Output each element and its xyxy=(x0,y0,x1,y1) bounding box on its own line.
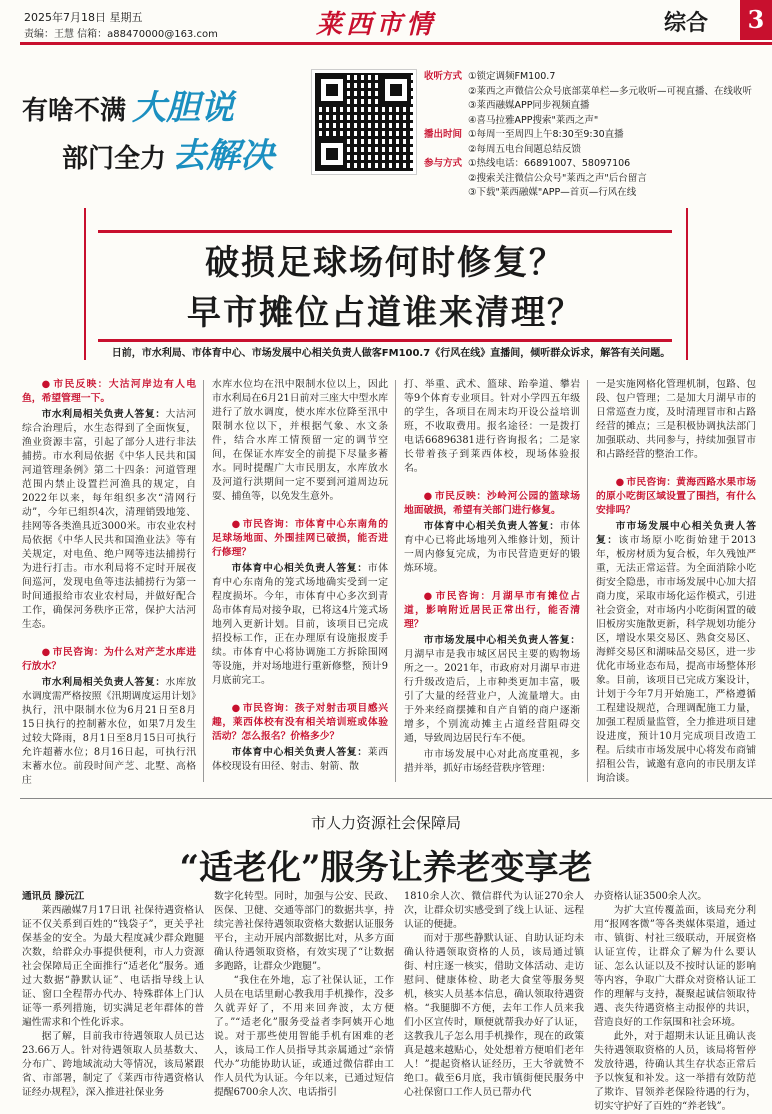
headline-frame-left xyxy=(84,208,86,360)
lead-paragraph: 日前，市水利局、市体育中心、市场发展中心相关负责人做客FM100.7《行风在线》直播间，倾听群众诉求，解答有关问题。 xyxy=(111,348,671,359)
story-paragraph: 而对于那些静默认证、自助认证均未确认待遇领取资格的人员，该局通过镇街、村庄逐一核实，借助文体活动、走访慰问、健康体检、助老大食堂等服务契机，核实人员基本信息，确认领取待遇资格。“我腿脚不方便，去年工作人员来我们小区宣传时，顺便就帮我办好了认证，这教我儿子怎么用手机操作，现在的政策真是越来越贴心，处处想着方便咱们老年人！”提起资格认证经历，王大爷就赞不绝口。截至6月底，我市镇街便民服务中心社保窗口工作人员已帮办代 xyxy=(404,933,584,1098)
section-divider xyxy=(20,798,772,799)
editor-info: 责编：王慧 信箱：a88470000@163.com xyxy=(24,29,218,40)
story-paragraph: 此外，对于超期未认证且确认丧失待遇领取资格的人员，该局将暂停发放待遇，待确认其生存状态正常后予以恢复和补发。这一举措有效防范了欺诈、冒领养老保险待遇的行为，切实守护好了百姓的“养老钱”。 xyxy=(594,1031,756,1112)
answer-text: 该市场原小吃街始建于2013年，板房材质为复合板，年久残蚀严重，无法正常运营。为全面消除小吃街安全隐患，市市场发展中心加大招商力度，采取市场化运作模式，引进社会资金，对市场内小吃街闲置的破旧板房实施散更新，科学规划功能分区，增设水果交易区、熟食交易区、海鲜交易区和湖味品交易区，进一步优化市场业态布局，提高市场整体形象。目前，该项目已完成方案设计，计划于今年7月开始施工，严格遵循工程建设规范，合理调配施工力量，加强工程质量监管，全力推进项目建设进度，预计10月完成项目改造工程。后续市市场发展中心将发布商铺招租公告，诚邀有意向的市民朋友详询洽谈。 xyxy=(596,535,756,784)
banner-line-1: 有啥不满 大胆说 xyxy=(22,88,235,128)
answer-speaker: 市水利局相关负责人答复： xyxy=(41,677,166,688)
story-paragraph: 据了解，目前我市待遇领取人员已达23.66万人。针对待遇领取人员基数大、分布广、跨地域流动大等情况，该局紧跟省、市部署，制定了《莱西市待遇资格认证经办规程》，深入推进社保业务 xyxy=(22,1031,204,1098)
contact-info-row xyxy=(424,114,598,128)
answer-speaker: 市市场发展中心相关负责人答复： xyxy=(423,635,580,646)
question: ● 市民反映：大沽河岸边有人电鱼，希望管理一下。 xyxy=(22,378,196,406)
answer-speaker: 市体育中心相关负责人答复： xyxy=(423,521,560,532)
contact-info-label: 参与方式 xyxy=(424,158,463,169)
question: ● 市民反映：沙岭河公园的篮球场地面破损，希望有关部门进行修复。 xyxy=(404,490,580,518)
contact-info-row xyxy=(424,157,630,171)
question: ● 市民咨询：黄海西路水果市场的原小吃街区域设置了围挡，有什么安排吗？ xyxy=(596,476,756,518)
answer-text: 市市场发展中心对此高度重视，多措并举，抓好市场经营秩序管理： xyxy=(404,749,580,774)
contact-info-text: ②每周五电台间题总结反馈 xyxy=(468,143,582,155)
contact-info-text: ③莱西融媒APP同步视频直播 xyxy=(468,100,590,111)
banner-emphasis-1: 大胆说 xyxy=(132,88,235,128)
contact-info-row xyxy=(424,172,647,186)
answer-text: 水库水位均在汛中限制水位以上，因此市水利局在6月21日前对三座大中型水库进行了放水调度，使水库水位降至汛中限制水位以下，并根据气象、水文条件，结合水库工情预留一定的调节空间，在保证水库安全的前提下尽量多蓄水。同时提醒广大市民朋友，水库放水及河道行洪期间一定不要到河道周边玩耍、捕鱼等，以免发生意外。 xyxy=(212,379,388,502)
headline-frame-right xyxy=(686,208,688,360)
header-rule xyxy=(20,42,772,45)
contact-info-text: ②搜索关注微信公众号"莱西之声"后台留言 xyxy=(468,172,647,184)
headline-box xyxy=(98,230,672,342)
contact-info-row xyxy=(424,99,589,113)
answer-text: 水库放水调度需严格按照《汛期调度运用计划》执行，汛中限制水位为6月21日至8月15日执行的控制蓄水位，如果7月发生过较大降雨，8月1日至8月15日可执行允许超蓄水位；8月16日起，可执行汛末蓄水位。前段时间产芝、北墅、高格庄 xyxy=(22,677,197,786)
column-rule xyxy=(203,380,204,782)
story-column-3 xyxy=(404,890,584,1100)
contact-info-text: ②莱西之声微信公众号底部菜单栏—多元收听—可视直播、在线收听 xyxy=(468,85,753,97)
answer-text: 大沽河综合治理后，水生态得到了全面恢复，渔业资源丰富，引起了部分人进行非法捕捞。市水利局依据《中华人民共和国河道管理条例》第二十四条：河道管理范围内禁止设置拦河渔具的规定，自2022年以来，每年组织多次“清网行动”，今年已组织4次，清理销毁地笼、挂网等各类渔具近3000米。市农业农村局依据《中华人民共和国渔业法》等有关规定，对电鱼、绝户网等违法捕捞行为进行打击。市水利局将不定时开展夜间巡河，发现电鱼等违法捕捞行为第一时间通报给市农业农村局，并做好配合工作，确保河务秩序正常，保护大沽河生态。 xyxy=(22,409,197,630)
answer-text: 市体育中心已将此场地列入维修计划，预计一周内修复完成，为市民营造更好的锻炼环境。 xyxy=(404,521,581,574)
qr-code-icon xyxy=(312,70,416,174)
story-kicker: 市人力资源社会保障局 xyxy=(310,814,461,832)
question: ● 市民咨询：为什么对产芝水库进行放水？ xyxy=(22,646,196,674)
story-title: “适老化”服务让养老变享老 xyxy=(179,848,593,888)
headline-1: 破损足球场何时修复？ xyxy=(205,243,565,283)
column-rule xyxy=(587,380,588,782)
contact-info-label: 收听方式 xyxy=(424,71,463,82)
story-paragraph: 莱西融媒7月17日讯 社保待遇资格认证不仅关系到百姓的“钱袋子”，更关乎社保基金的安全。为最大程度减少群众跑腿次数，给群众办事提供便利，市人力资源社会保障局正全面推行“适老化”服务。通过大数据“静默认证”、电话指导线上认证、窗口全程帮办代办、特殊群体上门认证等一系列措施，切实满足老年群体的普遍性需求和个性化诉求。 xyxy=(22,905,204,1028)
question: ● 市民咨询：孩子对射击项目感兴趣，莱西体校有没有相关培训班或体验活动？怎么报名？价格多少？ xyxy=(212,702,388,744)
column-rule xyxy=(395,380,396,782)
answer-speaker: 市体育中心相关负责人答复： xyxy=(231,747,368,758)
article-column-2 xyxy=(212,378,388,776)
contact-info-row xyxy=(424,143,581,157)
answer-speaker: 市市场发展中心相关负责人答复： xyxy=(596,521,756,546)
byline: 通讯员 滕沅江 xyxy=(22,891,85,902)
banner-line-2: 部门全力 去解决 xyxy=(62,136,275,176)
contact-info-row xyxy=(424,186,636,200)
story-paragraph: 数字化转型。同时，加强与公安、民政、医保、卫健、交通等部门的数据共享，持续完善社保待遇领取资格大数据认证服务平台，主动开展内部数据比对，从多方面确认待遇领取资格，有效实现了“让数据多跑路，让群众少跑腿”。 xyxy=(214,891,394,972)
article-column-4 xyxy=(596,378,756,788)
contact-info-text: ①每周一至周四上午8:30至9:30直播 xyxy=(468,129,624,140)
story-paragraph: 1810余人次、微信群代为认证270余人次，让群众切实感受到了线上认证、远程认证的便捷。 xyxy=(404,891,584,930)
article-column-3 xyxy=(404,378,580,778)
banner-emphasis-2: 去解决 xyxy=(172,136,275,176)
page-header xyxy=(0,0,772,44)
contact-info-text: ④喜马拉雅APP搜索"莱西之声" xyxy=(468,114,599,126)
story-paragraph: “我住在外地，忘了社保认证，工作人员在电话里耐心教我用手机操作，没多久就弄好了，不用来回奔波，太方便了。”“适老化”服务受益者李阿姨开心地说。对于那些使用智能手机有困难的老人，该局工作人员指导其亲属通过“亲情代办”功能协助认证，或通过微信群由工作人员代为认证。今年以来，已通过短信提醒6700余人次、电话指引 xyxy=(214,975,394,1098)
contact-info-text: ③下载"莱西融媒"APP—首页—行风在线 xyxy=(468,187,637,198)
answer-text: 莱西体校现设有田径、射击、射箭、散 xyxy=(212,747,389,772)
answer-text: 打、举重、武术、篮球、跆拳道、攀岩等9个体育专业项目。针对小学四五年级的学生，各项目在周末均开设公益培训班，不收取费用。报名途径：一是拨打电话66896381进行咨询报名；二是家长带着孩子到莱西体校，现场体验报名。 xyxy=(404,379,580,474)
contact-info-row xyxy=(424,85,752,99)
headline-2: 早市摊位占道谁来清理？ xyxy=(187,293,583,333)
section-name: 综合 xyxy=(664,11,709,36)
contact-info-row xyxy=(424,128,624,142)
question: ● 市民咨询：市体育中心东南角的足球场地面、外围挂网已破损，能否进行修理？ xyxy=(212,518,388,560)
article-column-1 xyxy=(22,378,196,790)
contact-info-text: ①热线电话：66891007、58097106 xyxy=(468,158,631,169)
answer-speaker: 市体育中心相关负责人答复： xyxy=(231,563,368,574)
question: ● 市民咨询：月湖早市有摊位占道，影响附近居民正常出行，能否清理？ xyxy=(404,590,580,632)
contact-info-text: ①锁定调频FM100.7 xyxy=(468,71,556,82)
answer-text: 月湖早市是我市城区居民主要的购物场所之一。2021年，市政府对月湖早市进行升级改造后，上市种类更加丰富，吸引了大量的经营业户，人流量增大。由于外来经商摆摊和自产自销的商户逐渐增多，个别流动摊主占道经营阻碍交通，导致周边居民行车不便。 xyxy=(404,649,580,744)
story-paragraph: 办资格认证3500余人次。 xyxy=(594,891,708,902)
answer-speaker: 市水利局相关负责人答复： xyxy=(41,409,166,420)
answer-text: 市体育中心东南角的笼式场地确实受到一定程度损坏。今年，市体育中心多次到青岛市体育局对接争取，已将这4片笼式场地列入更新计划。目前，该项目已完成招投标工作，正在办理原有设施报废手续。市体育中心将协调施工方拆除围网等设施，并对场地进行重新修整，预计9月底前完工。 xyxy=(212,563,389,686)
story-column-1 xyxy=(22,890,204,1100)
masthead-logo: 莱西市情 xyxy=(316,10,437,40)
issue-date: 2025年7月18日 星期五 xyxy=(24,11,143,24)
story-paragraph: 为扩大宣传覆盖面，该局充分利用“报网客微”等各类媒体渠道，通过市、镇街、村社三级联动，开展资格认证宣传，让群众了解为什么要认证、怎么认证以及不按时认证的影响等内容，争取广大群众对资格认证工作的理解与支持，凝聚起诚信领取待遇、丧失待遇资格主动报停的共识，营造良好的工作氛围和社会环境。 xyxy=(594,905,756,1028)
story-column-4 xyxy=(594,890,756,1114)
story-column-2 xyxy=(214,890,394,1100)
page-number: 3 xyxy=(740,0,772,40)
contact-info-row xyxy=(424,70,555,84)
answer-text: 一是实施网格化管理机制，包路、包段、包户管理；二是加大月湖早市的日常巡查力度，及时清理冒市和占路经营的摊点；三是积极协调执法部门加强联动、共同参与，持续加强冒市和占路经营的整治工作。 xyxy=(596,379,756,460)
contact-info-label: 播出时间 xyxy=(424,129,463,140)
